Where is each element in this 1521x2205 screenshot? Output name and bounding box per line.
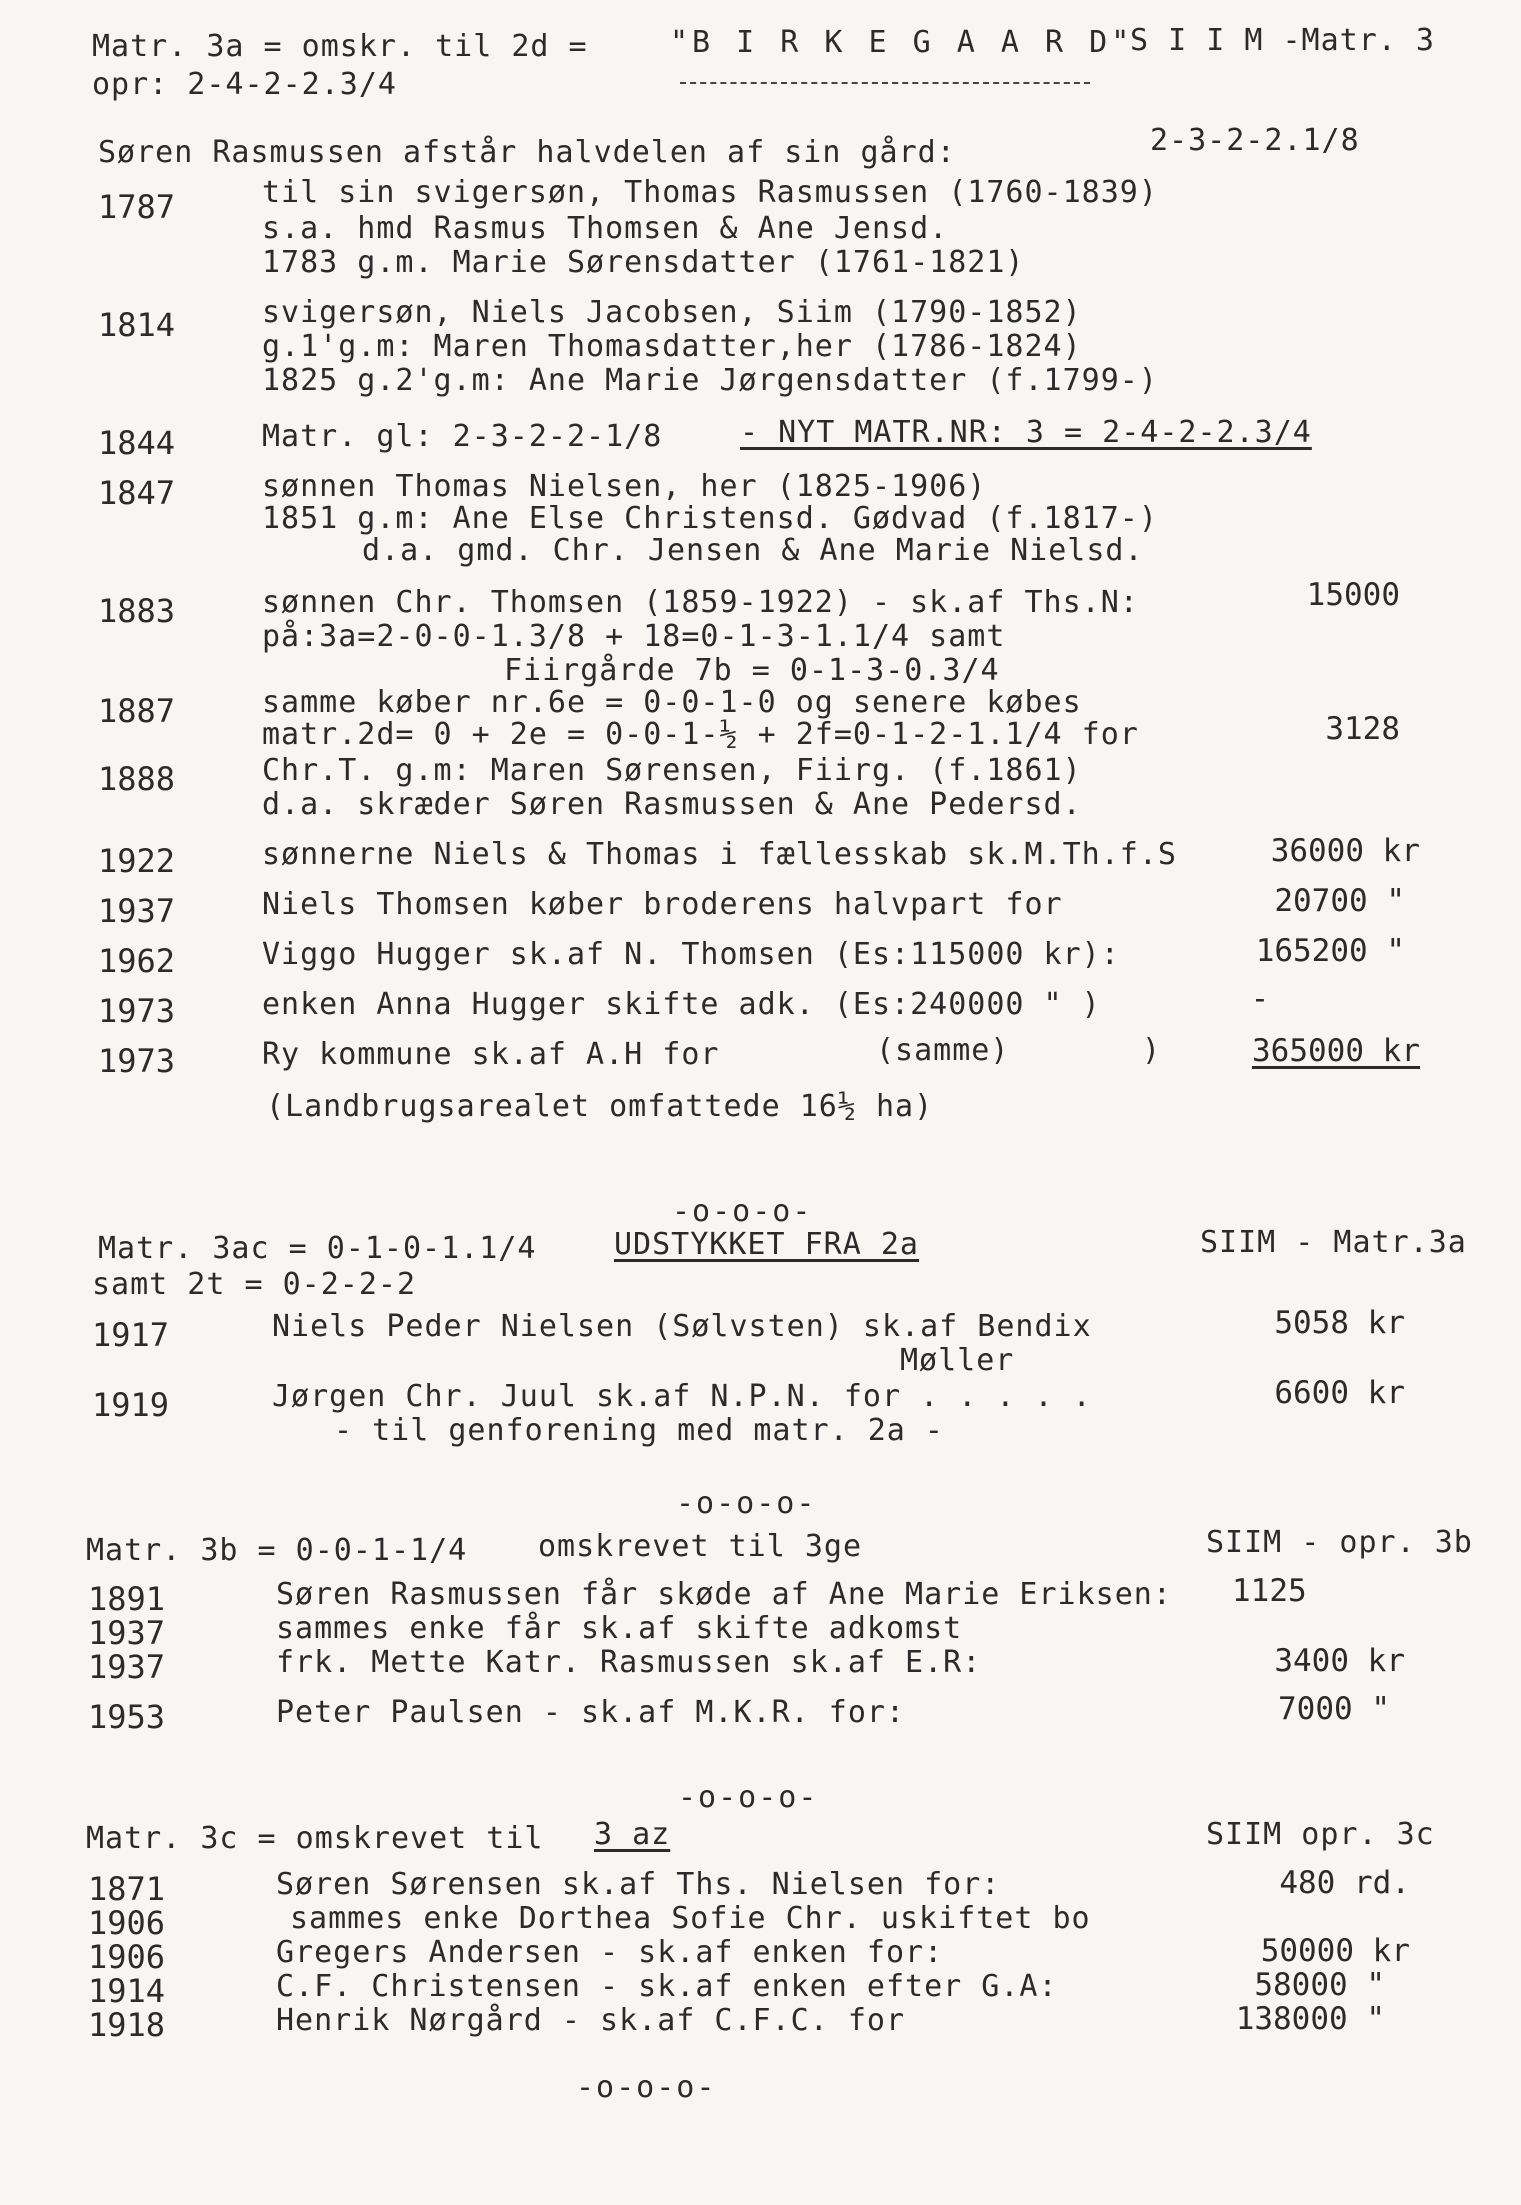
s2-header-middle: UDSTYKKET FRA 2a	[614, 1227, 919, 1262]
entry-1887-line1: samme køber nr.6e = 0-0-1-0 og senere købes	[262, 685, 1082, 720]
entry-1922-amount: 36000 kr	[1270, 833, 1420, 869]
s3-row-1937b-amount: 3400 kr	[1274, 1643, 1405, 1679]
entry-1973b-amount: 365000 kr	[1252, 1033, 1420, 1069]
s4-header-right: SIIM opr. 3c	[1206, 1817, 1435, 1852]
s4-row-1914-amount: 58000 "	[1254, 1967, 1385, 2003]
year-1891: 1891	[88, 1580, 166, 1618]
year-1883: 1883	[98, 592, 176, 630]
entry-1883-amount: 15000	[1306, 577, 1400, 613]
year-1973-b: 1973	[98, 1042, 176, 1080]
s3-header-right: SIIM - opr. 3b	[1206, 1525, 1473, 1560]
entry-1973a-amount: -	[1250, 981, 1270, 1017]
entry-1937-amount: 20700 "	[1274, 883, 1405, 919]
entry-1787-line3: 1783 g.m. Marie Sørensdatter (1761-1821)	[262, 245, 1025, 280]
year-1847: 1847	[98, 474, 176, 512]
entry-1844-new-matr: - NYT MATR.NR: 3 = 2-4-2-2.3/4	[740, 415, 1312, 450]
entry-1847-line1: sønnen Thomas Nielsen, her (1825-1906)	[262, 469, 987, 504]
entry-1962-line1: Viggo Hugger sk.af N. Thomsen (Es:115000 kr):	[262, 937, 1120, 972]
entry-1973b-line1: Ry kommune sk.af A.H for	[262, 1037, 720, 1072]
s3-row-1937b-text: frk. Mette Katr. Rasmussen sk.af E.R:	[276, 1645, 982, 1680]
entry-1814-line2: g.1'g.m: Maren Thomasdatter,her (1786-1824)	[262, 329, 1082, 364]
year-1919: 1919	[92, 1386, 170, 1424]
entry-1888-line1: Chr.T. g.m: Maren Sørensen, Fiirg. (f.1861)	[262, 753, 1082, 788]
s4-header-left: Matr. 3c = omskrevet til	[86, 1821, 544, 1856]
s4-row-1918-text: Henrik Nørgård - sk.af C.F.C. for	[276, 2003, 906, 2038]
entry-1917-line2: Møller	[900, 1343, 1015, 1378]
year-1844: 1844	[98, 424, 176, 462]
year-1953: 1953	[88, 1698, 166, 1736]
s2-header-samt: samt 2t = 0-2-2-2	[92, 1267, 417, 1302]
year-1787: 1787	[98, 188, 176, 226]
year-1906-a: 1906	[88, 1904, 166, 1942]
year-1906-b: 1906	[88, 1938, 166, 1976]
entry-1919-line2: - til genforening med matr. 2a -	[334, 1413, 944, 1448]
s4-row-1871-amount: 480 rd.	[1279, 1865, 1410, 1901]
year-1973-a: 1973	[98, 992, 176, 1030]
year-1937-c: 1937	[88, 1648, 166, 1686]
entry-1919-amount: 6600 kr	[1274, 1375, 1405, 1411]
entry-1883-line2: på:3a=2-0-0-1.3/8 + 18=0-1-3-1.1/4 samt	[262, 619, 1006, 654]
year-1917: 1917	[92, 1316, 170, 1354]
s4-row-1906b-text: Gregers Andersen - sk.af enken for:	[276, 1935, 944, 1970]
entry-1919-line1: Jørgen Chr. Juul sk.af N.P.N. for . . . . .	[272, 1379, 1092, 1414]
year-1914: 1914	[88, 1972, 166, 2010]
s3-header-middle: omskrevet til 3ge	[538, 1529, 863, 1564]
entry-1962-amount: 165200 "	[1255, 933, 1405, 969]
entry-1973b-paren: )	[1142, 1033, 1162, 1068]
entry-1787-line1: til sin svigersøn, Thomas Rasmussen (1760-1839)	[262, 175, 1158, 210]
entry-1888-line2: d.a. skræder Søren Rasmussen & Ane Pedersd.	[262, 787, 1082, 822]
entry-1922-line1: sønnerne Niels & Thomas i fællesskab sk.M.Th.f.S	[262, 837, 1177, 872]
entry-1787-line2: s.a. hmd Rasmus Thomsen & Ane Jensd.	[262, 211, 949, 246]
separator-3: -o-o-o-	[678, 1780, 819, 1815]
year-1937: 1937	[98, 892, 176, 930]
entry-1973a-line1: enken Anna Hugger skifte adk. (Es:240000 " )	[262, 987, 1101, 1022]
entry-1917-amount: 5058 kr	[1274, 1305, 1405, 1341]
s1-header-right: S I I M -Matr. 3	[1130, 23, 1435, 58]
year-1962: 1962	[98, 942, 176, 980]
entry-1887-line2: matr.2d= 0 + 2e = 0-0-1-½ + 2f=0-1-2-1.1/4 for	[262, 717, 1139, 752]
s1-header-underline	[680, 82, 1090, 84]
entry-1814-line3: 1825 g.2'g.m: Ane Marie Jørgensdatter (f.1799-)	[262, 363, 1158, 398]
year-1922: 1922	[98, 842, 176, 880]
entry-1814-line1: svigersøn, Niels Jacobsen, Siim (1790-1852)	[262, 295, 1082, 330]
s3-row-1953-amount: 7000 "	[1278, 1691, 1390, 1727]
entry-1883-line1: sønnen Chr. Thomsen (1859-1922) - sk.af Ths.N:	[262, 585, 1139, 620]
s3-row-1891-text: Søren Rasmussen får skøde af Ane Marie Eriksen:	[276, 1577, 1172, 1612]
s1-header-opr: opr: 2-4-2-2.3/4	[92, 67, 397, 102]
year-1887: 1887	[98, 692, 176, 730]
entry-1847-line3: d.a. gmd. Chr. Jensen & Ane Marie Nielsd.	[362, 533, 1144, 568]
s3-row-1937a-text: sammes enke får sk.af skifte adkomst	[276, 1611, 963, 1646]
s4-row-1914-text: C.F. Christensen - sk.af enken efter G.A:	[276, 1969, 1058, 2004]
s3-header-left: Matr. 3b = 0-0-1-1/4	[86, 1533, 468, 1568]
entry-1883-line3: Fiirgårde 7b = 0-1-3-0.3/4	[504, 653, 1000, 688]
s3-row-1953-text: Peter Paulsen - sk.af M.K.R. for:	[276, 1695, 906, 1730]
s3-row-1891-amount: 1125	[1232, 1573, 1307, 1609]
separator-4: -o-o-o-	[576, 2070, 717, 2105]
s1-header-farm-name: "B I R K E G A A R D"	[670, 25, 1134, 60]
year-1814: 1814	[98, 306, 176, 344]
year-1918: 1918	[88, 2006, 166, 2044]
entry-1917-line1: Niels Peder Nielsen (Sølvsten) sk.af Bendix	[272, 1309, 1092, 1344]
s4-row-1918-amount: 138000 "	[1235, 2001, 1385, 2037]
year-1937-b: 1937	[88, 1614, 166, 1652]
s2-header-left: Matr. 3ac = 0-1-0-1.1/4	[98, 1231, 537, 1266]
s1-note: (Landbrugsarealet omfattede 16½ ha)	[266, 1089, 934, 1124]
separator-1: -o-o-o-	[672, 1194, 813, 1229]
year-1871: 1871	[88, 1870, 166, 1908]
entry-1937-line1: Niels Thomsen køber broderens halvpart for	[262, 887, 1063, 922]
entry-1844-line1: Matr. gl: 2-3-2-2-1/8	[262, 419, 663, 454]
entry-1973b-same: (samme)	[876, 1033, 1010, 1068]
s4-header-middle: 3 az	[594, 1817, 671, 1852]
entry-1887-amount: 3128	[1325, 711, 1400, 747]
s4-row-1906a-text: sammes enke Dorthea Sofie Chr. uskiftet bo	[290, 1901, 1091, 1936]
s1-intro-value: 2-3-2-2.1/8	[1150, 123, 1360, 158]
entry-1847-line2: 1851 g.m: Ane Else Christensd. Gødvad (f.1817-)	[262, 501, 1158, 536]
s4-row-1871-text: Søren Sørensen sk.af Ths. Nielsen for:	[276, 1867, 1001, 1902]
s2-header-right: SIIM - Matr.3a	[1200, 1225, 1467, 1260]
s1-intro: Søren Rasmussen afstår halvdelen af sin gård:	[98, 135, 956, 170]
s4-row-1906b-amount: 50000 kr	[1260, 1933, 1410, 1969]
year-1888: 1888	[98, 760, 176, 798]
separator-2: -o-o-o-	[676, 1486, 817, 1521]
s1-header-left: Matr. 3a = omskr. til 2d =	[92, 29, 588, 64]
